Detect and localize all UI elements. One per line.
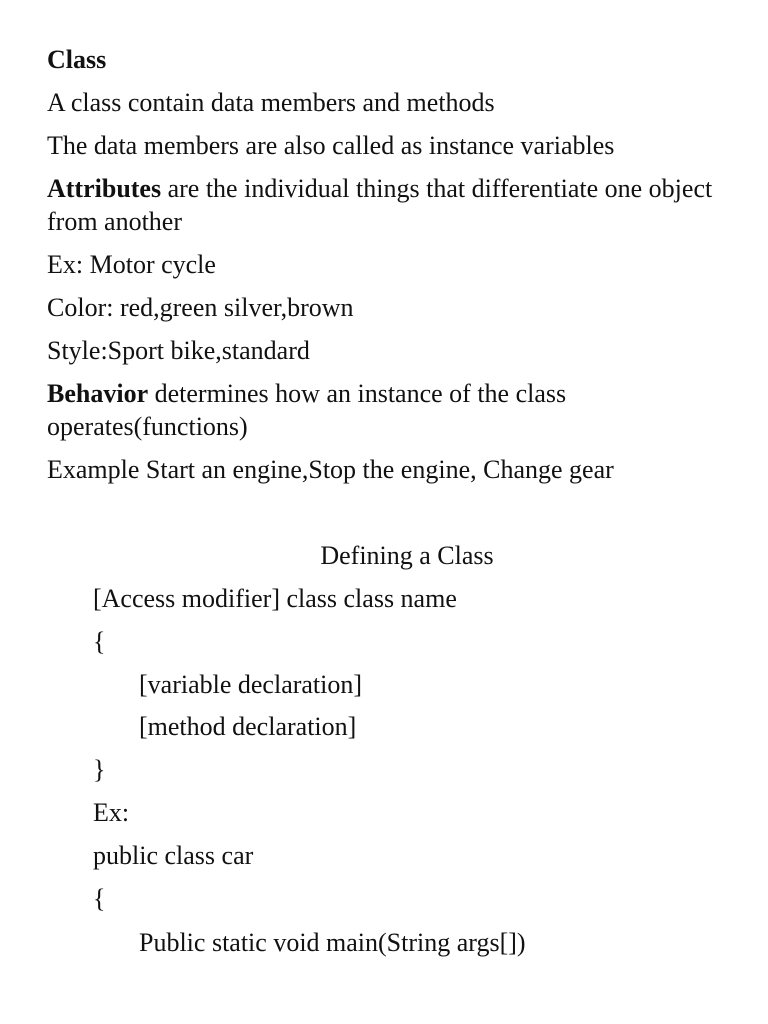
syntax-method-declaration: [method declaration] <box>139 712 357 741</box>
paragraph-style: Style:Sport bike,standard <box>47 336 310 365</box>
paragraph-attributes <box>47 172 727 238</box>
behavior-term: Behavior <box>47 379 149 408</box>
syntax-open-brace: { <box>93 627 106 656</box>
paragraph-ex-motor-cycle: Ex: Motor cycle <box>47 250 216 279</box>
paragraph-color: Color: red,green silver,brown <box>47 293 354 322</box>
paragraph-example-engine: Example Start an engine,Stop the engine, Change gear <box>47 455 614 484</box>
section-title: Defining a Class <box>320 541 494 570</box>
syntax-class-declaration: [Access modifier] class class name <box>93 584 457 613</box>
paragraph-class-contains: A class contain data members and methods <box>47 88 495 117</box>
example-main-method: Public static void main(String args[]) <box>139 928 526 957</box>
syntax-variable-declaration: [variable declaration] <box>139 670 363 699</box>
paragraph-instance-variables: The data members are also called as instance variables <box>47 131 615 160</box>
example-public-class-car: public class car <box>93 841 254 870</box>
example-open-brace: { <box>93 884 106 913</box>
attributes-term: Attributes <box>47 174 162 203</box>
paragraph-behavior <box>47 377 727 443</box>
syntax-close-brace: } <box>93 755 106 784</box>
example-label: Ex: <box>93 798 130 827</box>
behavior-definition: determines how an instance of the class operates(functions) <box>47 379 567 441</box>
attributes-definition: are the individual things that differentiate one object from another <box>47 174 713 236</box>
heading-class: Class <box>47 45 107 74</box>
